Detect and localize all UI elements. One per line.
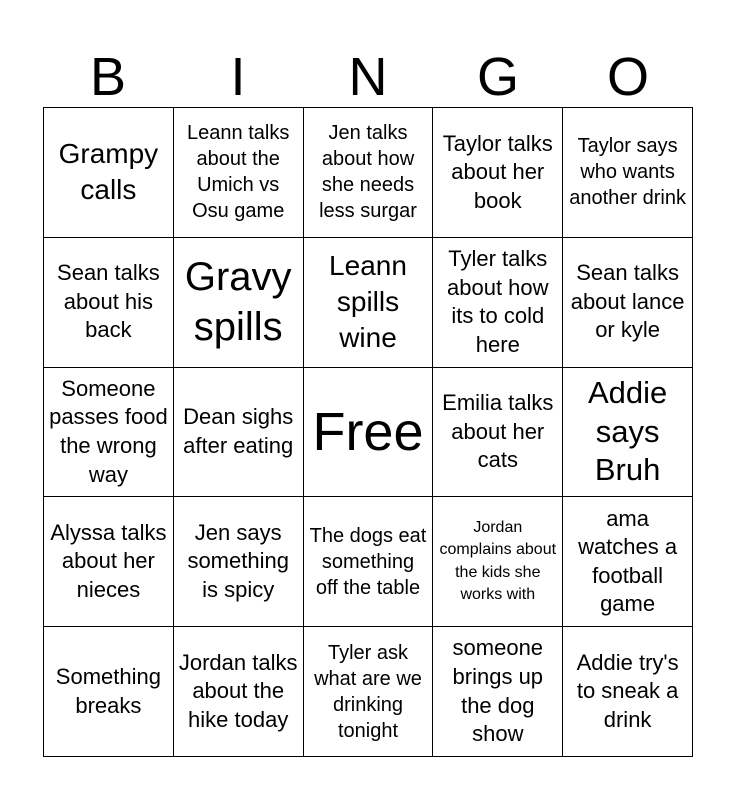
cell-text: Taylor talks about her book [442, 130, 553, 213]
cell-text: Sean talks about his back [57, 260, 160, 343]
bingo-cell-r3c4[interactable] [433, 368, 563, 498]
bingo-cell-r2c1[interactable] [44, 238, 174, 368]
bingo-cell-r1c5[interactable] [563, 108, 693, 238]
cell-text: Leann talks about the Umich vs Osu game [187, 122, 290, 223]
cell-text: Tyler ask what are we drinking tonight [314, 641, 422, 742]
cell-text: Jen talks about how she needs less surgar [319, 122, 417, 223]
bingo-cell-r3c2[interactable] [174, 368, 304, 498]
bingo-cell-r2c3[interactable] [304, 238, 434, 368]
cell-text: Someone passes food the wrong way [49, 375, 168, 487]
bingo-cell-r5c1[interactable] [44, 627, 174, 757]
cell-text: Tyler talks about how its to cold here [447, 246, 549, 357]
cell-text: Something breaks [55, 664, 161, 718]
bingo-cell-r5c2[interactable] [174, 627, 304, 757]
bingo-cell-r5c3[interactable] [304, 627, 434, 757]
bingo-cell-r4c3[interactable] [304, 497, 434, 627]
bingo-cell-r1c4[interactable] [433, 108, 563, 238]
bingo-cell-r2c5[interactable] [563, 238, 693, 368]
cell-text: Addie try's to sneak a drink [576, 649, 679, 732]
bingo-cell-r4c2[interactable] [174, 497, 304, 627]
cell-text: Leann spills wine [329, 249, 407, 354]
bingo-cell-r1c1[interactable] [44, 108, 174, 238]
bingo-board [43, 107, 693, 757]
bingo-cell-r2c4[interactable] [433, 238, 563, 368]
cell-text: Taylor says who wants another drink [569, 135, 686, 210]
header-letter-i: I [230, 47, 246, 107]
cell-text: ama watches a football game [578, 505, 678, 617]
bingo-cell-r4c1[interactable] [44, 497, 174, 627]
bingo-header [43, 40, 693, 108]
cell-text: Emilia talks about her cats [442, 390, 554, 473]
bingo-cell-r5c4[interactable] [433, 627, 563, 757]
cell-text: Grampy calls [58, 138, 159, 206]
free-space-text: Free [312, 401, 424, 462]
header-letter-o: O [606, 47, 649, 107]
bingo-cell-r5c5[interactable] [563, 627, 693, 757]
bingo-cell-r1c3[interactable] [304, 108, 434, 238]
cell-text: Jen says something is spicy [187, 519, 289, 603]
cell-text: Addie says Bruh [587, 374, 668, 488]
cell-text: Gravy spills [184, 255, 292, 350]
header-letter-b: B [89, 47, 127, 107]
header-letter-g: G [476, 47, 519, 107]
bingo-cell-r2c2[interactable] [174, 238, 304, 368]
cell-text: Dean sighs after eating [183, 404, 294, 458]
cell-text: Jordan complains about the kids she works with [439, 519, 557, 604]
cell-text: Jordan talks about the hike today [178, 649, 298, 732]
bingo-cell-free[interactable] [304, 368, 434, 498]
header-letter-n: N [348, 47, 388, 107]
bingo-cell-r4c4[interactable] [433, 497, 563, 627]
cell-text: Sean talks about lance or kyle [570, 260, 685, 343]
cell-text: Alyssa talks about her nieces [50, 519, 167, 603]
bingo-cell-r4c5[interactable] [563, 497, 693, 627]
cell-text: someone brings up the dog show [452, 635, 544, 747]
bingo-cell-r3c1[interactable] [44, 368, 174, 498]
bingo-cell-r3c5[interactable] [563, 368, 693, 498]
cell-text: The dogs eat something off the table [309, 524, 427, 599]
bingo-cell-r1c2[interactable] [174, 108, 304, 238]
